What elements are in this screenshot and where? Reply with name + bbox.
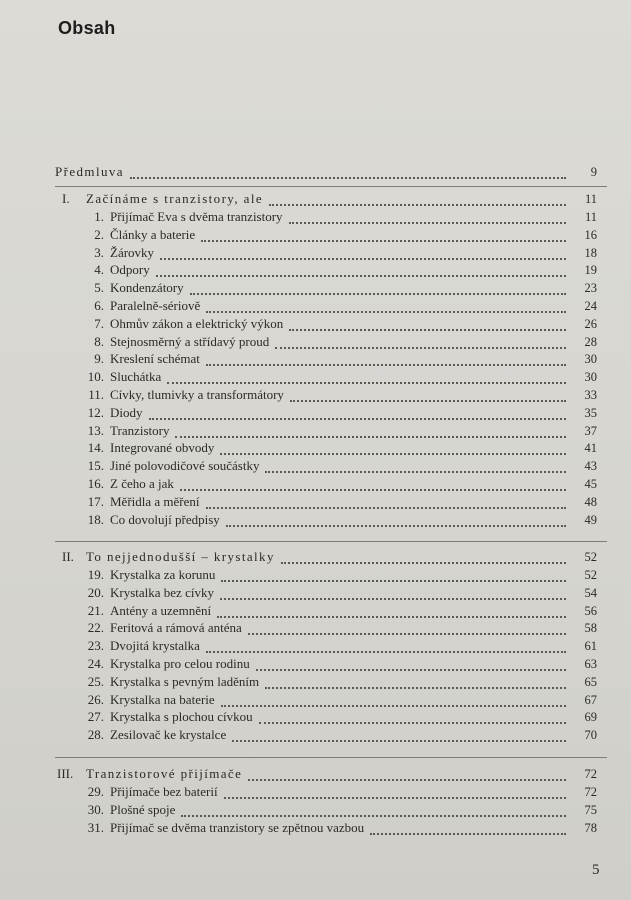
dot-leader: [226, 515, 566, 527]
toc-entry-number: 11.: [88, 387, 104, 402]
toc-entry-title: Kondenzátory: [110, 280, 184, 295]
toc-chapter[interactable]: [0, 475, 631, 493]
toc-chapter[interactable]: [0, 333, 631, 351]
section-title: Začínáme s tranzistory, ale: [86, 191, 264, 206]
toc-entry-page: 9: [590, 165, 597, 179]
toc-entry-number: 10.: [87, 369, 104, 384]
toc-entry-page: 78: [584, 821, 597, 835]
toc-entry-page: 23: [584, 281, 597, 295]
toc-entry-page: 16: [584, 228, 597, 242]
toc-chapter[interactable]: [0, 819, 631, 837]
dot-leader: [224, 787, 566, 799]
toc-entry-title: Jiné polovodičové součástky: [110, 458, 260, 473]
dot-leader: [160, 248, 566, 260]
dot-leader: [220, 588, 566, 600]
section-page: 52: [584, 550, 597, 564]
dot-leader: [217, 606, 566, 618]
toc-chapter[interactable]: [0, 315, 631, 333]
toc-entry-page: 24: [584, 299, 597, 313]
toc-entry-number: 7.: [94, 316, 104, 331]
toc-entry-number: 19.: [87, 567, 104, 582]
toc-entry-page: 58: [584, 621, 597, 635]
toc-entry-title: Krystalka bez cívky: [110, 585, 214, 600]
toc-entry-title: Integrované obvody: [110, 440, 215, 455]
section-divider: [55, 541, 607, 542]
toc-entry-title: Stejnosměrný a střídavý proud: [110, 334, 270, 349]
toc-chapter[interactable]: [0, 261, 631, 279]
toc-entry-title: Přijímače bez baterií: [110, 784, 218, 799]
toc-entry-number: 29.: [87, 784, 104, 799]
toc-entry-page: 30: [584, 352, 597, 366]
dot-leader: [259, 712, 566, 724]
toc-chapter[interactable]: [0, 226, 631, 244]
toc-entry-page: 61: [584, 639, 597, 653]
dot-leader: [281, 552, 566, 564]
toc-entry-page: 54: [584, 586, 597, 600]
toc-entry-page: 35: [584, 406, 597, 420]
toc-entry-page: 48: [584, 495, 597, 509]
toc-entry-number: 30.: [87, 802, 104, 817]
dot-leader: [265, 461, 566, 473]
toc-chapter[interactable]: [0, 422, 631, 440]
toc-entry-page: 67: [584, 693, 597, 707]
toc-entry-title: Paralelně-sériově: [110, 298, 201, 313]
toc-entry-title: Z čeho a jak: [110, 476, 174, 491]
dot-leader: [221, 695, 566, 707]
toc-entry-number: 15.: [87, 458, 104, 473]
toc-entry-title: Krystalka na baterie: [110, 692, 215, 707]
toc-entry-page: 49: [584, 513, 597, 527]
toc-entry-title: Tranzistory: [110, 423, 170, 438]
toc-chapter[interactable]: [0, 691, 631, 709]
toc-entry-number: 14.: [87, 440, 104, 455]
toc-entry-page: 56: [584, 604, 597, 618]
toc-entry-page: 72: [584, 785, 597, 799]
toc-entry-page: 63: [584, 657, 597, 671]
toc-entry-number: 18.: [87, 512, 104, 527]
toc-chapter[interactable]: [0, 457, 631, 475]
toc-entry-title: Žárovky: [110, 245, 155, 260]
toc-entry-title: Měřidla a měření: [110, 494, 200, 509]
toc-entry-number: 8.: [94, 334, 104, 349]
toc-entry-number: 9.: [94, 351, 104, 366]
toc-entry-title: Články a baterie: [110, 227, 196, 242]
dot-leader: [167, 372, 566, 384]
toc-entry-number: 26.: [87, 692, 104, 707]
toc-chapter[interactable]: [0, 566, 631, 584]
toc-chapter[interactable]: [0, 439, 631, 457]
toc-entry-number: 28.: [87, 727, 104, 742]
toc-chapter[interactable]: [0, 708, 631, 726]
toc-entry-number: 17.: [87, 494, 104, 509]
dot-leader: [248, 769, 566, 781]
toc-entry-number: 1.: [94, 209, 104, 224]
toc-chapter[interactable]: [0, 511, 631, 529]
dot-leader: [206, 641, 566, 653]
toc-chapter[interactable]: [0, 584, 631, 602]
toc-entry-number: 2.: [94, 227, 104, 242]
toc-chapter[interactable]: [0, 493, 631, 511]
toc-entry-number: 16.: [87, 476, 104, 491]
toc-chapter[interactable]: [0, 244, 631, 262]
dot-leader: [190, 283, 566, 295]
toc-entry-page: 43: [584, 459, 597, 473]
toc-entry-title: Zesilovač ke krystalce: [110, 727, 227, 742]
toc-chapter[interactable]: [0, 368, 631, 386]
dot-leader: [180, 479, 566, 491]
dot-leader: [206, 354, 566, 366]
toc-entry-title: Plošné spoje: [110, 802, 176, 817]
toc-chapter[interactable]: [0, 673, 631, 691]
section-title: Tranzistorové přijímače: [86, 766, 243, 781]
toc-entry-number: 13.: [87, 423, 104, 438]
toc-chapter[interactable]: [0, 637, 631, 655]
toc-entry-title: Přijímač Eva s dvěma tranzistory: [110, 209, 283, 224]
toc-entry-number: 4.: [94, 262, 104, 277]
dot-leader: [201, 230, 566, 242]
toc-entry-title: Krystalka za korunu: [110, 567, 216, 582]
toc-entry-title: Předmluva: [55, 164, 124, 179]
section-page: 72: [584, 767, 597, 781]
toc-entry-title: Diody: [110, 405, 143, 420]
toc-chapter[interactable]: [0, 602, 631, 620]
toc-entry-title: Sluchátka: [110, 369, 162, 384]
toc-entry-title: Krystalka pro celou rodinu: [110, 656, 250, 671]
page-heading: Obsah: [58, 18, 116, 38]
dot-leader: [206, 301, 566, 313]
toc-entry-title: Feritová a rámová anténa: [110, 620, 242, 635]
toc-entry-number: 21.: [87, 603, 104, 618]
toc-chapter[interactable]: [0, 279, 631, 297]
toc-chapter[interactable]: [0, 619, 631, 637]
section-page: 11: [584, 192, 597, 206]
dot-leader: [248, 623, 566, 635]
dot-leader: [232, 730, 566, 742]
toc-section[interactable]: [0, 190, 631, 208]
toc-chapter[interactable]: [0, 726, 631, 744]
toc-entry-number: 5.: [94, 280, 104, 295]
section-title: To nejjednodušší – krystalky: [86, 549, 275, 564]
dot-leader: [130, 167, 566, 179]
toc-entry-page: 65: [584, 675, 597, 689]
toc-entry-page: 70: [584, 728, 597, 742]
dot-leader: [221, 570, 566, 582]
toc-entry-title: Co dovolují předpisy: [110, 512, 220, 527]
toc-chapter[interactable]: [0, 404, 631, 422]
toc-entry-title: Odpory: [110, 262, 150, 277]
toc-entry-number: 25.: [87, 674, 104, 689]
toc-entry-number: 6.: [94, 298, 104, 313]
dot-leader: [269, 194, 566, 206]
toc-preface[interactable]: [0, 163, 631, 181]
toc-entry-page: 26: [584, 317, 597, 331]
section-divider: [55, 186, 607, 187]
toc-entry-number: 22.: [87, 620, 104, 635]
toc-section[interactable]: [0, 765, 631, 783]
toc-entry-number: 20.: [87, 585, 104, 600]
dot-leader: [290, 390, 566, 402]
toc-entry-title: Ohmův zákon a elektrický výkon: [110, 316, 284, 331]
toc-entry-page: 30: [584, 370, 597, 384]
section-numeral: III.: [57, 766, 74, 781]
toc-entry-title: Kreslení schémat: [110, 351, 200, 366]
toc-entry-page: 18: [584, 246, 597, 260]
toc-entry-page: 75: [584, 803, 597, 817]
toc-entry-page: 19: [584, 263, 597, 277]
dot-leader: [370, 823, 566, 835]
dot-leader: [156, 265, 566, 277]
toc-entry-number: 31.: [87, 820, 104, 835]
dot-leader: [289, 212, 566, 224]
dot-leader: [175, 426, 566, 438]
toc-entry-title: Cívky, tlumivky a transformátory: [110, 387, 284, 402]
toc-entry-page: 69: [584, 710, 597, 724]
toc-chapter[interactable]: [0, 783, 631, 801]
toc-entry-title: Krystalka s pevným laděním: [110, 674, 260, 689]
toc-entry-page: 37: [584, 424, 597, 438]
toc-entry-title: Antény a uzemnění: [110, 603, 212, 618]
section-divider: [55, 757, 607, 758]
dot-leader: [149, 408, 567, 420]
toc-entry-page: 11: [584, 210, 597, 224]
dot-leader: [275, 337, 566, 349]
toc-entry-number: 24.: [87, 656, 104, 671]
dot-leader: [220, 443, 566, 455]
dot-leader: [256, 659, 566, 671]
toc-chapter[interactable]: [0, 208, 631, 226]
toc-chapter[interactable]: [0, 655, 631, 673]
toc-entry-number: 3.: [94, 245, 104, 260]
toc-chapter[interactable]: [0, 297, 631, 315]
toc-entry-number: 27.: [87, 709, 104, 724]
toc-entry-page: 52: [584, 568, 597, 582]
toc-chapter[interactable]: [0, 386, 631, 404]
toc-entry-title: Krystalka s plochou cívkou: [110, 709, 253, 724]
dot-leader: [289, 319, 566, 331]
toc-entry-title: Dvojitá krystalka: [110, 638, 200, 653]
toc-entry-page: 41: [584, 441, 597, 455]
toc-chapter[interactable]: [0, 801, 631, 819]
toc-entry-title: Přijímač se dvěma tranzistory se zpětnou vazbou: [110, 820, 365, 835]
section-numeral: I.: [62, 191, 70, 206]
toc-chapter[interactable]: [0, 350, 631, 368]
dot-leader: [206, 497, 566, 509]
dot-leader: [265, 677, 566, 689]
toc-entry-number: 23.: [87, 638, 104, 653]
toc-entry-page: 33: [584, 388, 597, 402]
toc-entry-page: 28: [584, 335, 597, 349]
page-number: 5: [592, 862, 600, 878]
toc-section[interactable]: [0, 548, 631, 566]
dot-leader: [181, 805, 566, 817]
toc-entry-number: 12.: [87, 405, 104, 420]
toc-entry-page: 45: [584, 477, 597, 491]
section-numeral: II.: [62, 549, 74, 564]
